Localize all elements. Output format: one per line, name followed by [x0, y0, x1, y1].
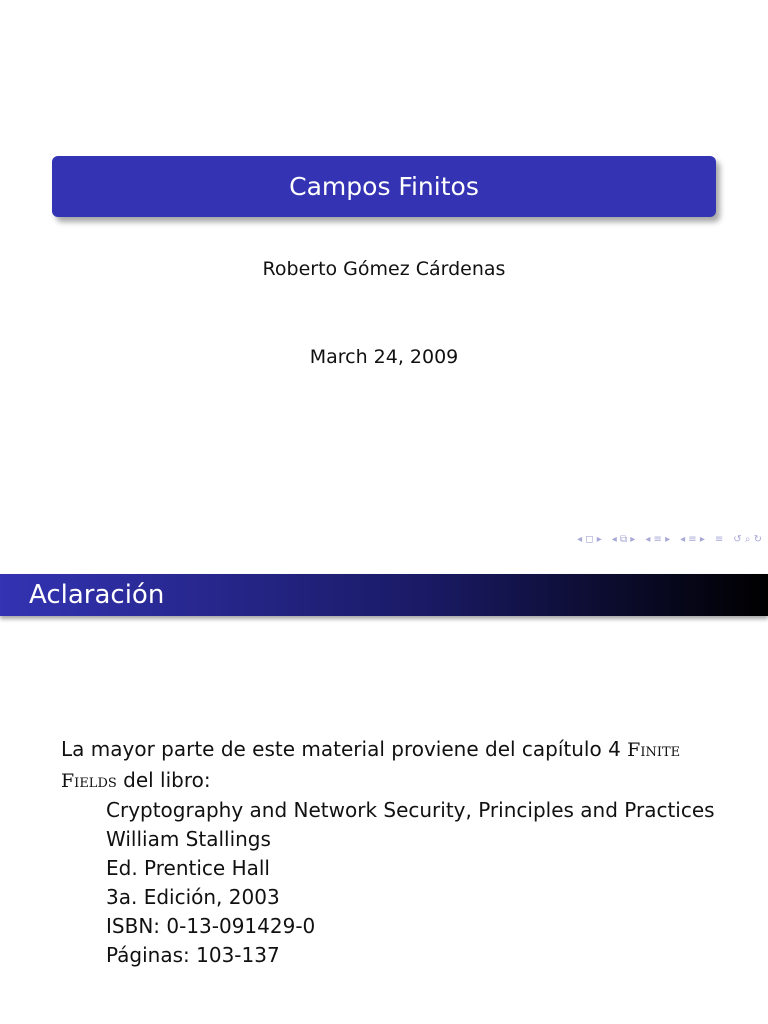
- reference-line: ISBN: 0-13-091429-0: [106, 914, 316, 938]
- reference-line: Páginas: 103-137: [106, 943, 280, 967]
- nav-toc-icon[interactable]: ≡: [714, 534, 724, 545]
- nav-section-icon[interactable]: ◂ ≡ ▸: [680, 534, 705, 545]
- intro-paragraph: [61, 734, 741, 796]
- author-name: Roberto Gómez Cárdenas: [262, 258, 506, 280]
- book-chapter-title: Finite Fields: [61, 739, 681, 792]
- frame-title: Aclaración: [0, 574, 768, 616]
- reference-line: 3a. Edición, 2003: [106, 885, 280, 909]
- nav-subsection-icon[interactable]: ◂ ≡ ▸: [645, 534, 671, 545]
- reference-line: Ed. Prentice Hall: [106, 856, 270, 880]
- reference-line: William Stallings: [106, 827, 271, 851]
- nav-slide-icon[interactable]: ◂ ◻ ▸: [577, 534, 602, 545]
- content-slide: [0, 556, 768, 1024]
- intro-suffix: del libro:: [116, 768, 211, 792]
- presentation-date: March 24, 2009: [309, 346, 459, 368]
- beamer-navigation: [577, 534, 762, 545]
- book-reference: [106, 796, 715, 970]
- nav-search-icon[interactable]: ↺ ⌕ ↻: [733, 534, 762, 545]
- title-box: [52, 156, 716, 217]
- intro-prefix: La mayor parte de este material proviene del capítulo 4: [61, 737, 628, 761]
- nav-frame-icon[interactable]: ◂ ⧉ ▸: [611, 534, 636, 545]
- slide-title: Campos Finitos: [289, 172, 479, 201]
- reference-line: Cryptography and Network Security, Principles and Practices: [106, 798, 715, 822]
